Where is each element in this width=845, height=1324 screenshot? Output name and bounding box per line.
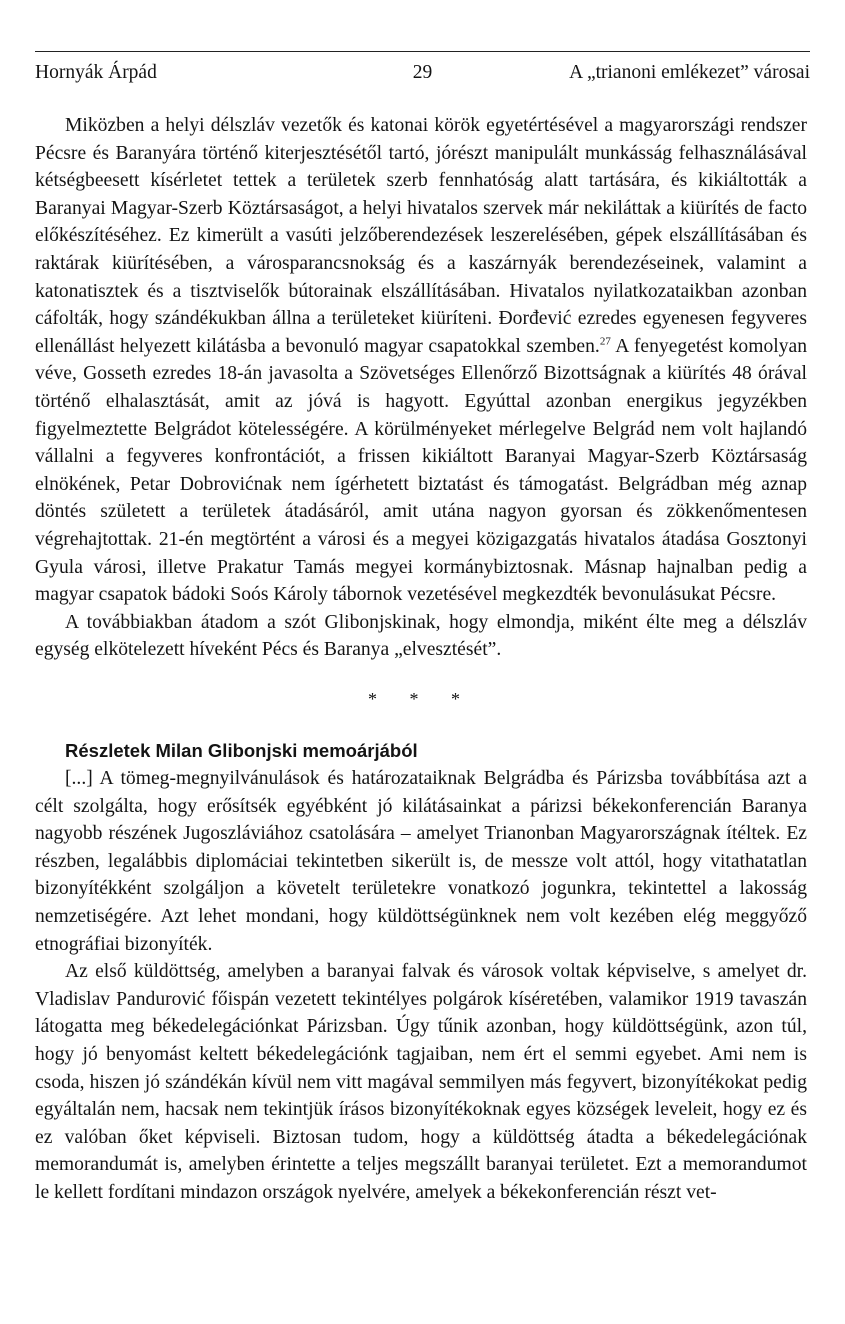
header-running-title: A „trianoni emlékezet” városai <box>569 62 810 83</box>
footnote-ref-27: 27 <box>599 335 611 348</box>
paragraph-4: Az első küldöttség, amelyben a baranyai falvak és városok voltak képviselve, s amelyet dr. Vladislav Pandurović főispán vezetett tekintélyes polgárok kíséretében, valamikor 1919 tavaszán látogatta meg békedelegációnkat Párizsban. Úgy tűnik azonban, hogy küldöttségünk, azon túl, hogy jó benyomást keltett békedelegációnk tagjaiban, nem ért el semmi egyebet. Ami nem is csoda, hiszen jó szándékán kívül nem vitt magával semmilyen más fegyvert, bizonyítékokat pedig egyáltalán nem, hacsak nem tekintjük írásos bizonyítékoknak egyes községek leveleit, hogy ez és ez valóban őket képviseli. Biztosan tudom, hogy a küldöttség átadta a békedelegációnak memorandumát is, amelyben érintette a teljes megszállt baranyai területet. Ezt a memorandumot le kellett fordítani mindazon országok nyelvére, amelyek a békekonferencián részt vet- <box>35 961 807 1203</box>
page-number: 29 <box>412 62 433 83</box>
page-body <box>35 112 807 1207</box>
header-rule <box>35 51 810 52</box>
running-header <box>35 58 810 88</box>
paragraph-1-part-a: Miközben a helyi délszláv vezetők és katonai körök egyetértésével a magyarországi rendszer Pécsre és Baranyára történő kiterjesztésétől tartó, jórészt manipulált munkásság felhasználásával kétségbeesett kísérletet tettek a területek szerb fennhatóság alatt tartására, és kikiáltották a Baranyai Magyar-Szerb Köztársaságot, a helyi hivatalos szervek már nekiláttak a kiürítés de facto előkészítéséhez. Ez kimerült a vasúti jelzőberendezések leszerelésében, gépek elszállításában és raktárak kiürítésében, a városparancsnokság és a kaszárnyák berendezéseinek, valamint a katonatisztek és a tisztviselők bútorainak elszállításában. Hivatalos nyilatkozataikban azonban cáfolták, hogy szándékukban állna a területeket kiüríteni. Đorđević ezredes egyenesen fegyveres ellenállást helyezett kilátásba a bevonuló magyar csapatokkal szemben. <box>35 115 807 357</box>
paragraph-1 <box>35 112 807 609</box>
header-author: Hornyák Árpád <box>35 62 157 83</box>
paragraph-3: [...] A tömeg-megnyilvánulások és határozataiknak Belgrádba és Párizsba továbbítása azt a célt szolgálta, hogy erősítsék egyébként jó kilátásainkat a párizsi békekonferencián Baranya nagyobb részének Jugoszláviához csatolására – amelyet Trianonban Magyarországnak ítéltek. Ez részben, legalábbis diplomáciai tekintetben sikerült is, de messze volt attól, hogy vitathatatlan bizonyítékként szolgáljon a követelt területekre vonatkozó jogunkra, tekintettel a lakosság nemzetiségére. Azt lehet mondani, hogy küldöttségünknek nem volt kezében elég meggyőző etnográfiai bizonyíték. <box>35 768 807 955</box>
section-divider: * * * <box>368 688 474 709</box>
paragraph-2: A továbbiakban átadom a szót Glibonjskinak, hogy elmondja, miként élte meg a délszláv egység elkötelezett híveként Pécs és Baranya „elvesztését”. <box>35 611 807 661</box>
section-heading: Részletek Milan Glibonjski memoárjából <box>65 740 418 762</box>
paragraph-1-part-b: A fenyegetést komolyan véve, Gosseth ezredes 18-án javasolta a Szövetséges Ellenőrző Bizottságnak a kiürítés 48 órával történő elhalasztását, amit az jóvá is hagyott. Egyúttal azonban energikus jegyzékben figyelmeztette Belgrádot kötelességére. A körülményeket mérlegelve Belgrád nem volt hajlandó vállalni a fegyveres konfrontációt, a frissen kikiáltott Baranyai Magyar-Szerb Köztársaság elnökének, Petar Dobrovićnak nem ígérhetett biztatást és támogatást. Belgrádban még aznap döntés született a területek átadásáról, amit utána nagyon gyorsan és zökkenőmentesen végrehajtottak. 21-én megtörtént a városi és a megyei közigazgatás hivatalos átadása Gosztonyi Gyula városi, illetve Prakatur Tamás megyei kormánybiztosnak. Másnap hajnalban pedig a magyar csapatok bádoki Soós Károly tábornok vezetésével megkezdték bevonulásukat Pécsre. <box>35 335 807 606</box>
